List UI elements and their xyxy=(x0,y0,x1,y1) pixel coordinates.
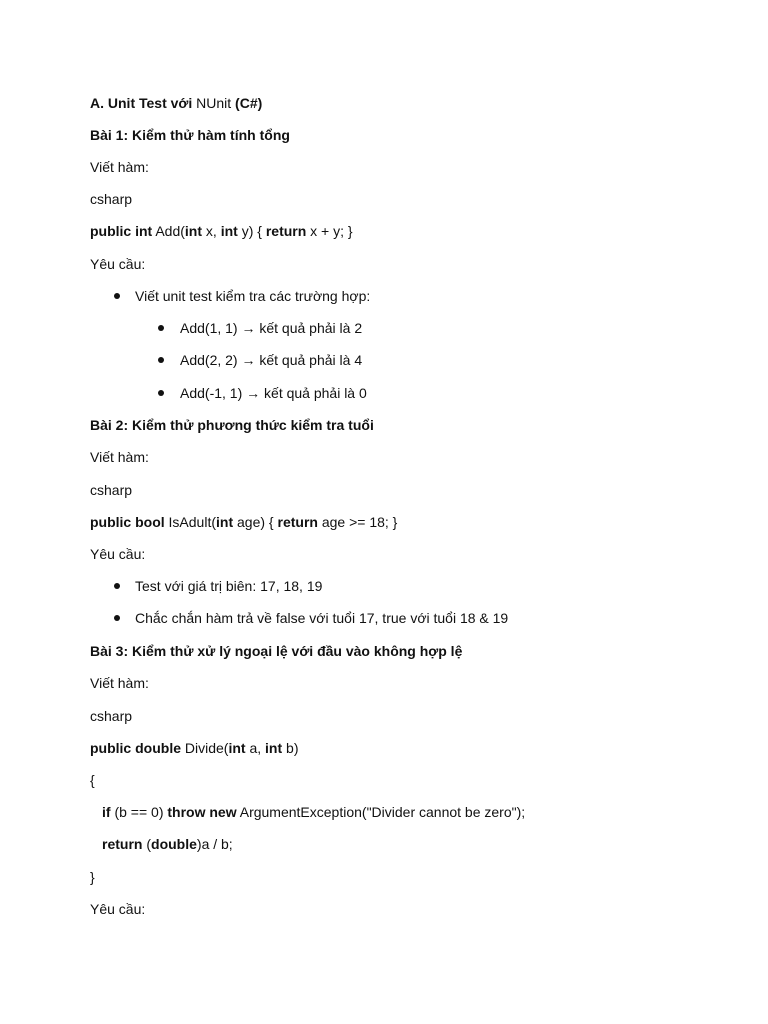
exercise-2-bullet: Chắc chắn hàm trả về false với tuổi 17, true với tuổi 18 & 19 xyxy=(135,610,509,626)
code-text: b) xyxy=(282,740,299,756)
code-keyword: return xyxy=(277,514,318,530)
section-heading xyxy=(90,92,262,114)
exercise-2-title: Bài 2: Kiểm thử phương thức kiểm tra tuổi xyxy=(90,417,374,433)
code-line-return xyxy=(102,833,233,855)
code-text: Add( xyxy=(152,223,185,239)
code-keyword: return xyxy=(102,836,143,852)
code-close-brace: } xyxy=(90,869,95,885)
code-keyword: int xyxy=(184,223,203,239)
bullet-icon xyxy=(158,390,164,396)
exercise-3-lang: csharp xyxy=(90,708,133,724)
code-keyword: throw new xyxy=(167,804,237,820)
bullet-icon xyxy=(158,357,164,363)
code-text: ( xyxy=(142,836,152,852)
exercise-2-req-label: Yêu cầu: xyxy=(90,546,146,562)
code-keyword: int xyxy=(228,740,246,756)
code-text: ArgumentException("Divider cannot be zero"); xyxy=(236,804,526,820)
code-keyword: public int xyxy=(90,223,153,239)
code-text: )a / b; xyxy=(196,836,233,852)
code-keyword: public bool xyxy=(90,514,165,530)
heading-text-3: (C#) xyxy=(231,95,263,111)
exercise-3-title: Bài 3: Kiểm thử xử lý ngoại lệ với đầu vào không hợp lệ xyxy=(90,643,463,659)
heading-text-2: NUnit xyxy=(196,95,232,111)
exercise-1-sub-item: Add(1, 1) → kết quả phải là 2 xyxy=(180,320,363,336)
exercise-3-signature xyxy=(90,737,299,759)
code-text: age >= 18; } xyxy=(317,514,398,530)
heading-text-1: A. Unit Test với xyxy=(90,95,197,111)
code-keyword: public double xyxy=(90,740,181,756)
code-keyword: int xyxy=(216,514,234,530)
exercise-1-req-label: Yêu cầu: xyxy=(90,256,146,272)
bullet-icon xyxy=(114,583,120,589)
bullet-icon xyxy=(158,325,164,331)
code-text: Divide( xyxy=(181,740,229,756)
exercise-1-sub-item: Add(-1, 1) → kết quả phải là 0 xyxy=(180,385,367,401)
code-keyword: int xyxy=(220,223,238,239)
code-keyword: double xyxy=(151,836,197,852)
code-text: (b == 0) xyxy=(110,804,168,820)
code-keyword: return xyxy=(265,223,307,239)
exercise-2-code xyxy=(90,511,397,533)
exercise-3-write-label: Viết hàm: xyxy=(90,675,149,691)
code-text: a, xyxy=(245,740,266,756)
exercise-1-sub-item: Add(2, 2) → kết quả phải là 4 xyxy=(180,352,363,368)
bullet-icon xyxy=(114,615,120,621)
exercise-2-bullet: Test với giá trị biên: 17, 18, 19 xyxy=(135,578,323,594)
code-text: age) { xyxy=(233,514,278,530)
exercise-1-title: Bài 1: Kiểm thử hàm tính tổng xyxy=(90,127,290,143)
exercise-2-lang: csharp xyxy=(90,482,133,498)
code-keyword: int xyxy=(265,740,283,756)
bullet-icon xyxy=(114,293,120,299)
code-open-brace: { xyxy=(90,772,95,788)
code-text: IsAdult( xyxy=(164,514,217,530)
exercise-1-code xyxy=(90,220,353,242)
code-text: y) { xyxy=(237,223,266,239)
exercise-1-lang: csharp xyxy=(90,191,133,207)
code-line-if xyxy=(102,801,525,823)
code-text: x + y; } xyxy=(306,223,353,239)
code-text: x, xyxy=(202,223,221,239)
exercise-1-write-label: Viết hàm: xyxy=(90,159,149,175)
exercise-1-bullet: Viết unit test kiểm tra các trường hợp: xyxy=(135,288,371,304)
exercise-3-req-label: Yêu cầu: xyxy=(90,901,146,917)
code-keyword: if xyxy=(102,804,111,820)
exercise-2-write-label: Viết hàm: xyxy=(90,449,149,465)
